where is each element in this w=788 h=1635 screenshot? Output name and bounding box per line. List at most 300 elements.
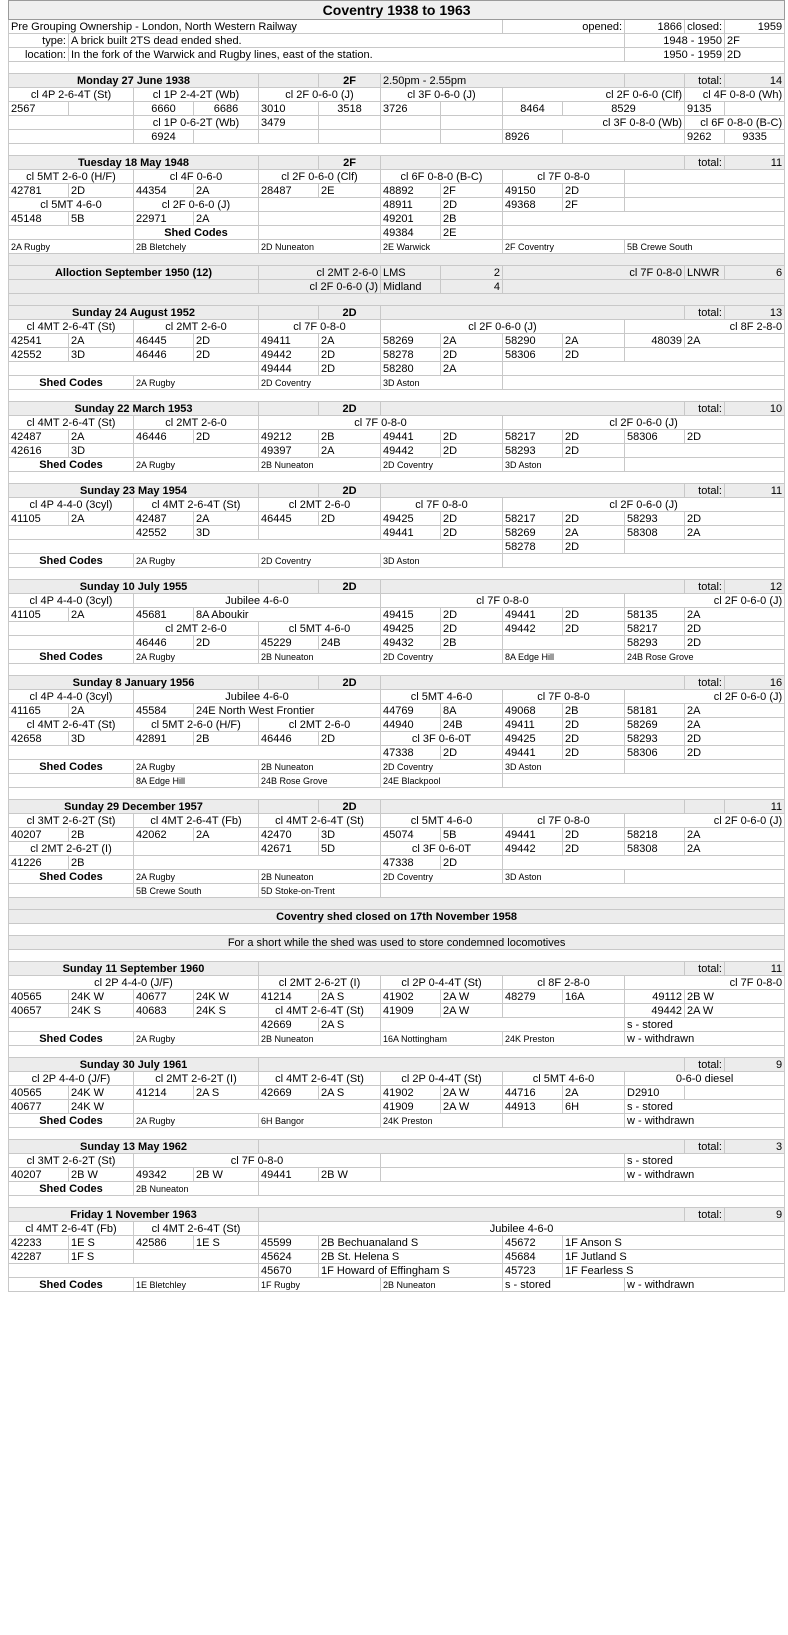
table-cell: total: <box>685 1058 725 1072</box>
empty-cell <box>381 1018 625 1032</box>
empty-cell <box>259 676 319 690</box>
table-row <box>9 732 785 746</box>
table-cell: cl 5MT 2-6-0 (H/F) <box>9 170 134 184</box>
table-row <box>9 1072 785 1086</box>
table-cell: 49441 <box>381 526 441 540</box>
table-cell: 47338 <box>381 746 441 760</box>
table-cell: 2D Coventry <box>381 870 503 884</box>
table-cell: 2A <box>69 608 134 622</box>
table-cell: 6 <box>725 266 785 280</box>
table-cell: 2F <box>725 34 785 48</box>
table-cell: cl 2F 0-6-0 (J) <box>503 416 785 430</box>
table-cell: 8A Edge Hill <box>134 774 259 788</box>
table-cell: 48039 <box>625 334 685 348</box>
table-cell: Sunday 24 August 1952 <box>9 306 259 320</box>
table-cell: 2A Rugby <box>134 870 259 884</box>
table-cell: Sunday 13 May 1962 <box>9 1140 259 1154</box>
spacer-row <box>9 1128 785 1140</box>
table-cell: cl 2F 0-6-0 (Clf) <box>259 170 381 184</box>
table-cell: 6H Bangor <box>259 1114 381 1128</box>
table-cell: 2A S <box>319 1018 381 1032</box>
table-cell: 42552 <box>9 348 69 362</box>
table-cell: 24K W <box>69 1086 134 1100</box>
spacer-row <box>9 898 785 910</box>
table-row <box>9 184 785 198</box>
table-cell: 2D <box>563 746 625 760</box>
table-cell: 2D <box>563 608 625 622</box>
table-cell: total: <box>685 74 725 88</box>
empty-cell <box>134 856 381 870</box>
section-header-row <box>9 484 785 498</box>
table-cell: cl 4MT 2-6-4T (Fb) <box>9 1222 134 1236</box>
table-cell: 2F <box>563 198 625 212</box>
table-cell: 2A S <box>194 1086 259 1100</box>
table-cell: cl 4MT 2-6-4T (St) <box>134 498 259 512</box>
table-cell: cl 4F 0-6-0 <box>134 170 259 184</box>
table-cell: 2D <box>319 512 381 526</box>
table-cell: 2D Coventry <box>259 554 381 568</box>
table-cell: 2D <box>685 430 785 444</box>
table-cell: 42233 <box>9 1236 69 1250</box>
empty-cell <box>381 156 685 170</box>
table-row <box>9 48 785 62</box>
table-cell: 2A W <box>441 990 503 1004</box>
table-row <box>9 594 785 608</box>
table-cell: 45148 <box>9 212 69 226</box>
table-cell: cl 7F 0-8-0 <box>503 690 625 704</box>
table-cell: 2A Rugby <box>134 760 259 774</box>
table-row <box>9 444 785 458</box>
table-cell: cl 4F 0-8-0 (Wh) <box>685 88 785 102</box>
table-cell: 2A <box>685 704 785 718</box>
empty-cell <box>9 540 503 554</box>
table-cell: cl 2MT 2-6-0 <box>259 498 381 512</box>
table-cell: 2D <box>319 362 381 376</box>
table-cell: 5D Stoke-on-Trent <box>259 884 381 898</box>
table-row <box>9 102 785 116</box>
table-cell: 41902 <box>381 1086 441 1100</box>
table-cell: 9 <box>725 1208 785 1222</box>
table-cell: 49425 <box>503 732 563 746</box>
table-cell: 40677 <box>134 990 194 1004</box>
table-cell: 2.50pm - 2.55pm <box>381 74 625 88</box>
table-cell: 40565 <box>9 990 69 1004</box>
empty-cell <box>134 842 259 856</box>
table-cell: 2A <box>194 828 259 842</box>
empty-cell <box>625 444 785 458</box>
table-cell: Shed Codes <box>9 650 134 664</box>
table-cell: cl 3MT 2-6-2T (St) <box>9 814 134 828</box>
page-title: Coventry 1938 to 1963 <box>9 1 785 20</box>
empty-cell <box>503 554 785 568</box>
empty-cell <box>381 1154 625 1168</box>
table-cell: 5B <box>441 828 503 842</box>
table-row <box>9 130 785 144</box>
table-cell: 2D <box>563 828 625 842</box>
table-cell: cl 2F 0-6-0 (J) <box>625 814 785 828</box>
table-cell: cl 7F 0-8-0 <box>259 416 503 430</box>
empty-cell <box>9 636 134 650</box>
table-cell: cl 2F 0-6-0 (Clf) <box>503 88 685 102</box>
table-cell: 58308 <box>625 842 685 856</box>
table-cell: 42541 <box>9 334 69 348</box>
empty-cell <box>259 1058 685 1072</box>
table-row <box>9 636 785 650</box>
spacer-row <box>9 472 785 484</box>
empty-cell <box>381 306 685 320</box>
empty-cell <box>9 362 259 376</box>
table-cell: 45684 <box>503 1250 563 1264</box>
empty-cell <box>441 102 503 116</box>
table-cell: 3D <box>69 732 134 746</box>
table-cell: 42658 <box>9 732 69 746</box>
empty-cell <box>625 198 785 212</box>
table-cell: 58217 <box>503 430 563 444</box>
spacer-row <box>9 568 785 580</box>
empty-cell <box>625 74 685 88</box>
table-cell: 3 <box>725 1140 785 1154</box>
table-cell: Shed Codes <box>9 870 134 884</box>
table-cell: total: <box>685 402 725 416</box>
empty-cell <box>503 774 785 788</box>
table-row <box>9 554 785 568</box>
table-row <box>9 226 785 240</box>
table-row <box>9 416 785 430</box>
table-cell: 40565 <box>9 1086 69 1100</box>
table-cell: 3D Aston <box>503 870 625 884</box>
table-cell: 1959 <box>725 20 785 34</box>
empty-cell <box>9 774 134 788</box>
table-row <box>9 88 785 102</box>
table-cell: cl 6F 0-8-0 (B-C) <box>381 170 503 184</box>
table-cell: 2A <box>194 212 259 226</box>
table-row <box>9 718 785 732</box>
table-cell: cl 3F 0-6-0T <box>381 732 503 746</box>
table-cell: 3D Aston <box>503 760 625 774</box>
table-cell: 8A Edge Hill <box>503 650 625 664</box>
empty-cell <box>259 1140 685 1154</box>
table-cell: 46446 <box>134 348 194 362</box>
empty-cell <box>259 1182 785 1196</box>
table-cell: 3518 <box>319 102 381 116</box>
table-cell: 58290 <box>503 334 563 348</box>
table-cell: 2A W <box>441 1086 503 1100</box>
table-cell: Sunday 23 May 1954 <box>9 484 259 498</box>
table-row <box>9 240 785 254</box>
spacer-cell <box>9 950 785 962</box>
table-cell: cl 2MT 2-6-0 <box>259 718 381 732</box>
table-cell: 2D Coventry <box>381 760 503 774</box>
table-cell: 42891 <box>134 732 194 746</box>
empty-cell <box>625 870 785 884</box>
table-cell: 58217 <box>503 512 563 526</box>
table-cell: 2B Bletchely <box>134 240 259 254</box>
empty-cell <box>381 116 441 130</box>
table-cell: 2A W <box>685 1004 785 1018</box>
table-row <box>9 320 785 334</box>
table-cell: 41909 <box>381 1100 441 1114</box>
table-cell: Shed Codes <box>9 1182 134 1196</box>
empty-cell <box>259 306 319 320</box>
table-cell: 48279 <box>503 990 563 1004</box>
table-cell: cl 2F 0-6-0 (J) <box>259 88 381 102</box>
table-cell: cl 8F 2-8-0 <box>625 320 785 334</box>
table-cell: 9 <box>725 1058 785 1072</box>
table-cell: w - withdrawn <box>625 1032 785 1046</box>
table-cell: 2D <box>441 746 503 760</box>
table-row <box>9 212 785 226</box>
table-cell: 5D <box>319 842 381 856</box>
spacer-cell <box>9 568 785 580</box>
table-cell: 44913 <box>503 1100 563 1114</box>
spacer-cell <box>9 1196 785 1208</box>
table-cell: 1948 - 1950 <box>625 34 725 48</box>
table-cell: 2A Rugby <box>134 1114 259 1128</box>
table-cell: 6686 <box>194 102 259 116</box>
table-cell: 2A Rugby <box>134 458 259 472</box>
table-cell: Shed Codes <box>9 376 134 390</box>
empty-cell <box>259 402 319 416</box>
empty-cell <box>381 676 685 690</box>
table-cell: 2A <box>319 334 381 348</box>
table-cell: 49201 <box>381 212 441 226</box>
table-cell: cl 3MT 2-6-2T (St) <box>9 1154 134 1168</box>
table-cell: 40657 <box>9 1004 69 1018</box>
table-cell: cl 3F 0-8-0 (Wb) <box>503 116 685 130</box>
empty-cell <box>259 130 319 144</box>
table-cell: 11 <box>725 156 785 170</box>
table-cell: 49415 <box>381 608 441 622</box>
table-cell: 2B Nuneaton <box>259 760 381 774</box>
table-cell: cl 4MT 2-6-4T (St) <box>259 1004 381 1018</box>
table-cell: 2D <box>441 512 503 526</box>
table-cell: 49442 <box>503 622 563 636</box>
empty-cell <box>625 170 785 184</box>
table-cell: 12 <box>725 580 785 594</box>
table-row <box>9 870 785 884</box>
table-cell: 24K W <box>194 990 259 1004</box>
table-cell: 2D <box>725 48 785 62</box>
table-cell: 2D <box>441 348 503 362</box>
table-cell: 45681 <box>134 608 194 622</box>
table-cell: 3D <box>194 526 259 540</box>
table-cell: cl 2F 0-6-0 (J) <box>625 594 785 608</box>
table-cell: 42781 <box>9 184 69 198</box>
spacer-row <box>9 1196 785 1208</box>
table-cell: 58293 <box>625 732 685 746</box>
table-cell: 24K Preston <box>503 1032 625 1046</box>
table-cell: 58269 <box>625 718 685 732</box>
table-cell: total: <box>685 676 725 690</box>
table-cell: 42669 <box>259 1018 319 1032</box>
table-cell: 2D Coventry <box>259 376 381 390</box>
table-cell: 1F Rugby <box>259 1278 381 1292</box>
table-cell: cl 4MT 2-6-4T (St) <box>259 814 381 828</box>
table-cell: 42287 <box>9 1250 69 1264</box>
empty-cell <box>134 1250 259 1264</box>
table-cell: cl 3F 0-6-0T <box>381 842 503 856</box>
table-cell: 2D <box>563 512 625 526</box>
table-cell: 49444 <box>259 362 319 376</box>
table-cell: Shed Codes <box>9 1278 134 1292</box>
table-cell: cl 2F 0-6-0 (J) <box>381 320 625 334</box>
table-row <box>9 814 785 828</box>
table-cell: 2A Rugby <box>134 376 259 390</box>
table-row <box>9 608 785 622</box>
table-cell: 11 <box>725 962 785 976</box>
table-cell: cl 7F 0-8-0 <box>134 1154 381 1168</box>
table-cell: closed: <box>685 20 725 34</box>
table-row <box>9 430 785 444</box>
table-cell: 5B Crewe South <box>134 884 259 898</box>
table-cell: cl 2MT 2-6-0 <box>134 416 259 430</box>
table-cell: 44940 <box>381 718 441 732</box>
table-cell: 40207 <box>9 1168 69 1182</box>
table-cell: 49411 <box>259 334 319 348</box>
table-row <box>9 1154 785 1168</box>
spacer-cell <box>9 788 785 800</box>
table-cell: 2D <box>563 184 625 198</box>
table-cell: total: <box>685 1140 725 1154</box>
table-row <box>9 1168 785 1182</box>
table-row <box>9 1100 785 1114</box>
spacer-cell <box>9 62 785 74</box>
table-cell: 3726 <box>381 102 441 116</box>
table-cell: cl 7F 0-8-0 <box>503 170 625 184</box>
empty-cell <box>134 444 259 458</box>
table-row <box>9 1018 785 1032</box>
table-cell: 2A S <box>319 990 381 1004</box>
table-cell: 2D <box>685 622 785 636</box>
empty-cell <box>319 116 381 130</box>
table-cell: cl 1P 2-4-2T (Wb) <box>134 88 259 102</box>
empty-cell <box>503 362 785 376</box>
table-cell: 58308 <box>625 526 685 540</box>
table-cell: cl 4P 4-4-0 (3cyl) <box>9 594 134 608</box>
table-cell: 24B Rose Grove <box>259 774 381 788</box>
table-cell: 2B W <box>685 990 785 1004</box>
table-cell: 46445 <box>134 334 194 348</box>
table-cell: s - stored <box>625 1018 785 1032</box>
table-cell: 58293 <box>625 636 685 650</box>
empty-cell <box>9 116 134 130</box>
table-cell: 49384 <box>381 226 441 240</box>
table-cell: 2A Rugby <box>134 1032 259 1046</box>
table-cell: 49441 <box>381 430 441 444</box>
table-cell: 2D <box>441 430 503 444</box>
table-cell: 2D <box>563 430 625 444</box>
table-row <box>9 540 785 554</box>
table-cell: cl 2MT 2-6-2T (I) <box>259 976 381 990</box>
spacer-row <box>9 664 785 676</box>
empty-cell <box>259 800 319 814</box>
table-cell: 49441 <box>503 828 563 842</box>
table-cell: 46446 <box>134 430 194 444</box>
table-cell: cl 2P 0-4-4T (St) <box>381 976 503 990</box>
table-cell: 2D <box>319 800 381 814</box>
table-cell: 1E S <box>194 1236 259 1250</box>
section-header-row <box>9 580 785 594</box>
table-row <box>9 842 785 856</box>
table-cell: 49441 <box>259 1168 319 1182</box>
table-cell: 2B Nuneaton <box>259 650 381 664</box>
table-row <box>9 746 785 760</box>
table-cell: cl 4MT 2-6-4T (St) <box>9 718 134 732</box>
table-cell: 58306 <box>625 430 685 444</box>
table-cell: 49368 <box>503 198 563 212</box>
empty-cell <box>259 962 685 976</box>
table-cell: Sunday 29 December 1957 <box>9 800 259 814</box>
allocation-table <box>8 0 785 1292</box>
table-row <box>9 170 785 184</box>
table-row <box>9 334 785 348</box>
spacer-row <box>9 924 785 936</box>
table-cell: total: <box>685 580 725 594</box>
table-cell: cl 8F 2-8-0 <box>503 976 625 990</box>
table-cell: s - stored <box>625 1100 785 1114</box>
table-cell: cl 5MT 4-6-0 <box>381 690 503 704</box>
table-cell: 2B Bechuanaland S <box>319 1236 503 1250</box>
table-cell: 8A <box>441 704 503 718</box>
table-cell: 1F Anson S <box>563 1236 785 1250</box>
title-row <box>9 1 785 20</box>
table-cell: 2D <box>69 184 134 198</box>
table-cell: 2A S <box>319 1086 381 1100</box>
table-cell: 40677 <box>9 1100 69 1114</box>
empty-cell <box>625 348 785 362</box>
table-cell: cl 5MT 4-6-0 <box>381 814 503 828</box>
table-cell: 8464 <box>503 102 563 116</box>
table-cell: 58181 <box>625 704 685 718</box>
table-row <box>9 1032 785 1046</box>
table-row <box>9 828 785 842</box>
table-cell: 2D <box>194 430 259 444</box>
allocation-sheet <box>8 0 784 1292</box>
spacer-cell <box>9 294 785 306</box>
table-cell: cl 5MT 4-6-0 <box>9 198 134 212</box>
table-cell: s - stored <box>503 1278 625 1292</box>
table-row <box>9 976 785 990</box>
section-header-row <box>9 280 785 294</box>
table-cell: 24B <box>441 718 503 732</box>
table-cell: 58293 <box>503 444 563 458</box>
empty-cell <box>194 130 259 144</box>
table-cell: 2A W <box>441 1100 503 1114</box>
table-cell: total: <box>685 306 725 320</box>
table-cell: 11 <box>725 800 785 814</box>
table-cell: 2B St. Helena S <box>319 1250 503 1264</box>
table-cell: 2E <box>319 184 381 198</box>
table-cell: D2910 <box>625 1086 685 1100</box>
table-cell: Sunday 8 January 1956 <box>9 676 259 690</box>
table-cell: Jubilee 4-6-0 <box>134 594 381 608</box>
table-cell: 1E S <box>69 1236 134 1250</box>
table-cell: 2F <box>441 184 503 198</box>
table-cell: 41214 <box>259 990 319 1004</box>
empty-cell <box>625 458 785 472</box>
table-cell: 3D Aston <box>381 554 503 568</box>
table-cell: 2D <box>563 842 625 856</box>
table-cell: cl 5MT 4-6-0 <box>259 622 381 636</box>
table-row <box>9 622 785 636</box>
table-cell: 2D <box>319 580 381 594</box>
table-cell: 44769 <box>381 704 441 718</box>
table-cell: 2F <box>319 156 381 170</box>
empty-cell <box>503 856 785 870</box>
table-cell: 2A <box>685 608 785 622</box>
table-cell: cl 4MT 2-6-4T (Fb) <box>134 814 259 828</box>
table-cell: 2A <box>685 334 785 348</box>
